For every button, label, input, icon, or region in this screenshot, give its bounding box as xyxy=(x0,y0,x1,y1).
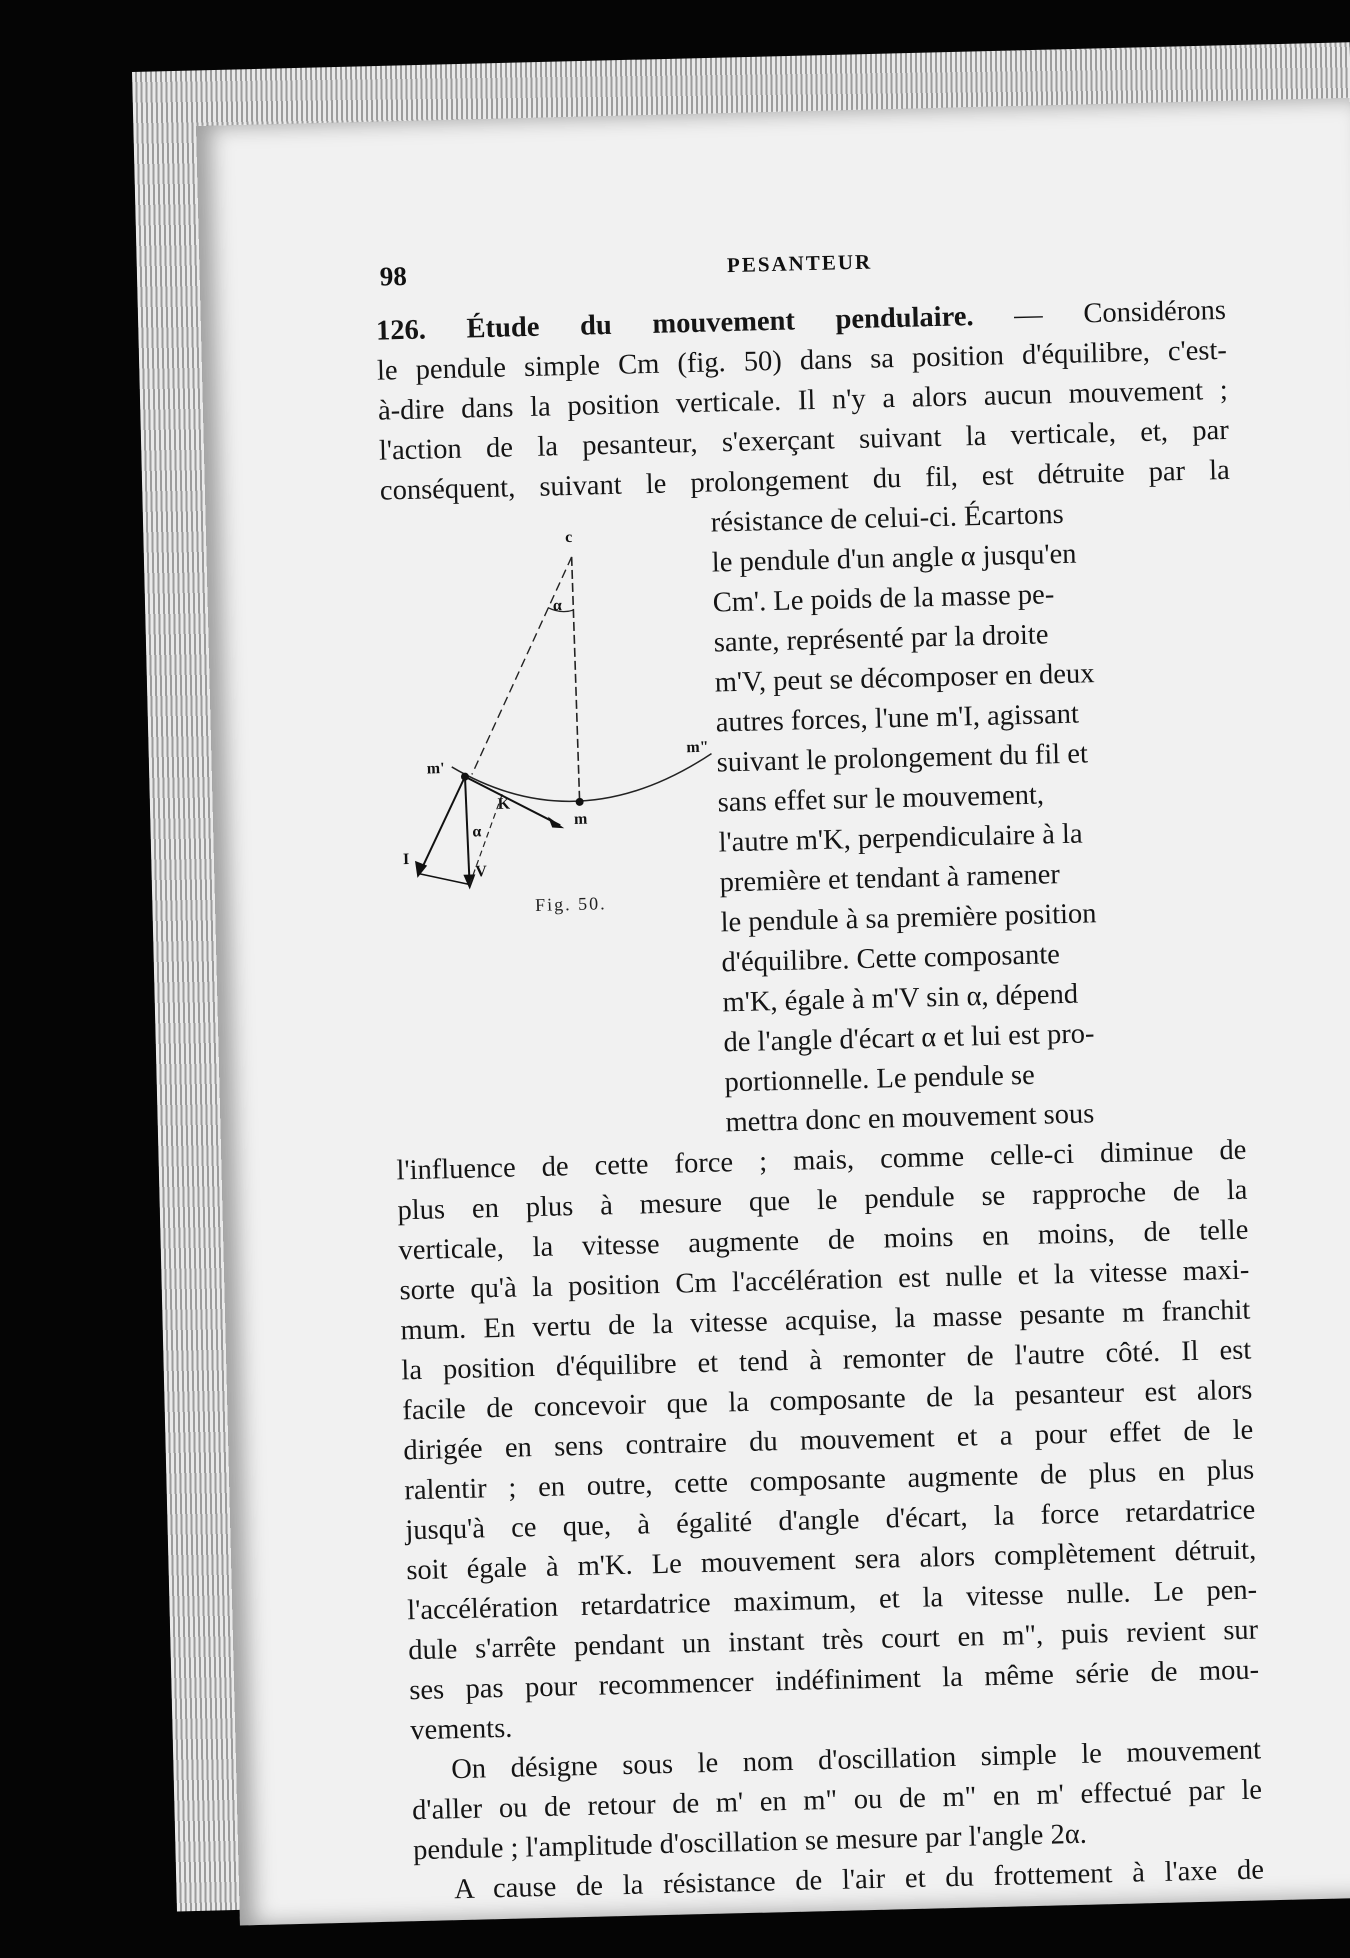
body-line-12: l'accélération retardatrice maximum, et la vitesse nulle. Le pen- xyxy=(406,1574,1258,1627)
running-title: PESANTEUR xyxy=(726,249,873,278)
side-line-2: le pendule d'un angle α jusqu'en xyxy=(711,538,1077,579)
body-line-10: jusqu'à ce que, à égalité d'angle d'écart, la force retardatrice xyxy=(405,1494,1256,1547)
book-page xyxy=(196,98,1350,1926)
figure-caption: Fig. 50. xyxy=(534,893,607,915)
side-line-6: autres forces, l'une m'I, agissant xyxy=(715,698,1080,739)
label-m: m xyxy=(573,810,588,828)
side-line-9: l'autre m'K, perpendiculaire à la xyxy=(718,818,1083,859)
intro-line-5: conséquent, suivant le prolongement du fil, est détruite par la xyxy=(379,454,1231,507)
page-number: 98 xyxy=(379,260,408,292)
side-line-3: Cm'. Le poids de la masse pe- xyxy=(712,579,1055,619)
side-line-5: m'V, peut se décomposer en deux xyxy=(714,658,1095,699)
section-title: 126. Étude du mouvement pendulaire. xyxy=(375,301,974,347)
body-line-7: facile de concevoir que la composante de la pesanteur est alors xyxy=(402,1374,1253,1427)
side-line-14: de l'angle d'écart α et lui est pro- xyxy=(723,1018,1095,1059)
pendulum-figure xyxy=(380,499,720,927)
body-line-6: la position d'équilibre et tend à remonter de l'autre côté. Il est xyxy=(401,1334,1252,1387)
intro-line-1: 126. Étude du mouvement pendulaire. — Considérons xyxy=(375,294,1227,347)
body-line-1: l'influence de cette force ; mais, comme celle-ci diminue de xyxy=(396,1134,1247,1187)
para2-line-2: d'aller ou de retour de m' en m" ou de m" en m' effectué par le xyxy=(411,1774,1263,1827)
side-line-10: première et tendant à ramener xyxy=(719,859,1061,899)
side-line-16: mettra donc en mouvement sous xyxy=(725,1098,1095,1139)
label-m-prime: m' xyxy=(426,760,445,778)
intro-line-4: l'action de la pesanteur, s'exerçant suivant la verticale, et, par xyxy=(378,414,1230,467)
body-line-9: ralentir ; en outre, cette composante augmente de plus en plus xyxy=(404,1454,1255,1507)
body-line-14: ses pas pour recommencer indéfiniment la même série de mou- xyxy=(408,1654,1260,1707)
body-line-4: sorte qu'à la position Cm l'accélération est nulle et la vitesse maxi- xyxy=(399,1254,1250,1307)
side-line-1: résistance de celui-ci. Écartons xyxy=(710,498,1065,539)
para2-line-1: On désigne sous le nom d'oscillation simple le mouvement xyxy=(450,1734,1262,1786)
intro-line-3: à-dire dans la position verticale. Il n'y a alors aucun mouvement ; xyxy=(377,374,1229,427)
body-line-13: dule s'arrête pendant un instant très court en m", puis revient sur xyxy=(407,1614,1259,1667)
side-line-13: m'K, égale à m'V sin α, dépend xyxy=(722,978,1079,1019)
side-line-15: portionnelle. Le pendule se xyxy=(724,1059,1036,1099)
label-alpha-top: α xyxy=(552,597,562,615)
body-line-3: verticale, la vitesse augmente de moins en moins, de telle xyxy=(398,1214,1249,1267)
label-v: V xyxy=(475,863,488,881)
para2-line-3: pendule ; l'amplitude d'oscillation se mesure par l'angle 2α. xyxy=(412,1818,1088,1867)
pendulum-diagram xyxy=(380,499,720,927)
side-line-8: sans effet sur le mouvement, xyxy=(717,779,1045,819)
para3-line-1: A cause de la résistance de l'air et du frottement à l'axe de xyxy=(453,1854,1265,1906)
body-line-2: plus en plus à mesure que le pendule se rapproche de la xyxy=(397,1174,1248,1227)
body-line-15: vements. xyxy=(409,1712,513,1747)
body-line-5: mum. En vertu de la vitesse acquise, la masse pesante m franchit xyxy=(400,1294,1251,1347)
body-line-8: dirigée en sens contraire du mouvement et a pour effet de le xyxy=(403,1414,1254,1467)
side-line-12: d'équilibre. Cette composante xyxy=(721,939,1061,979)
label-alpha-low: α xyxy=(472,823,482,841)
label-c: c xyxy=(564,528,573,547)
side-line-7: suivant le prolongement du fil et xyxy=(716,738,1089,779)
side-line-11: le pendule à sa première position xyxy=(720,898,1097,939)
body-line-11: soit égale à m'K. Le mouvement sera alors complètement détruit, xyxy=(405,1534,1257,1587)
side-line-4: sante, représenté par la droite xyxy=(713,619,1049,659)
label-i: I xyxy=(402,851,410,869)
running-head xyxy=(379,241,1220,302)
label-m-double: m" xyxy=(686,738,709,757)
label-k: K xyxy=(497,795,511,813)
intro-line-2: le pendule simple Cm (fig. 50) dans sa position d'équilibre, c'est- xyxy=(376,334,1228,387)
